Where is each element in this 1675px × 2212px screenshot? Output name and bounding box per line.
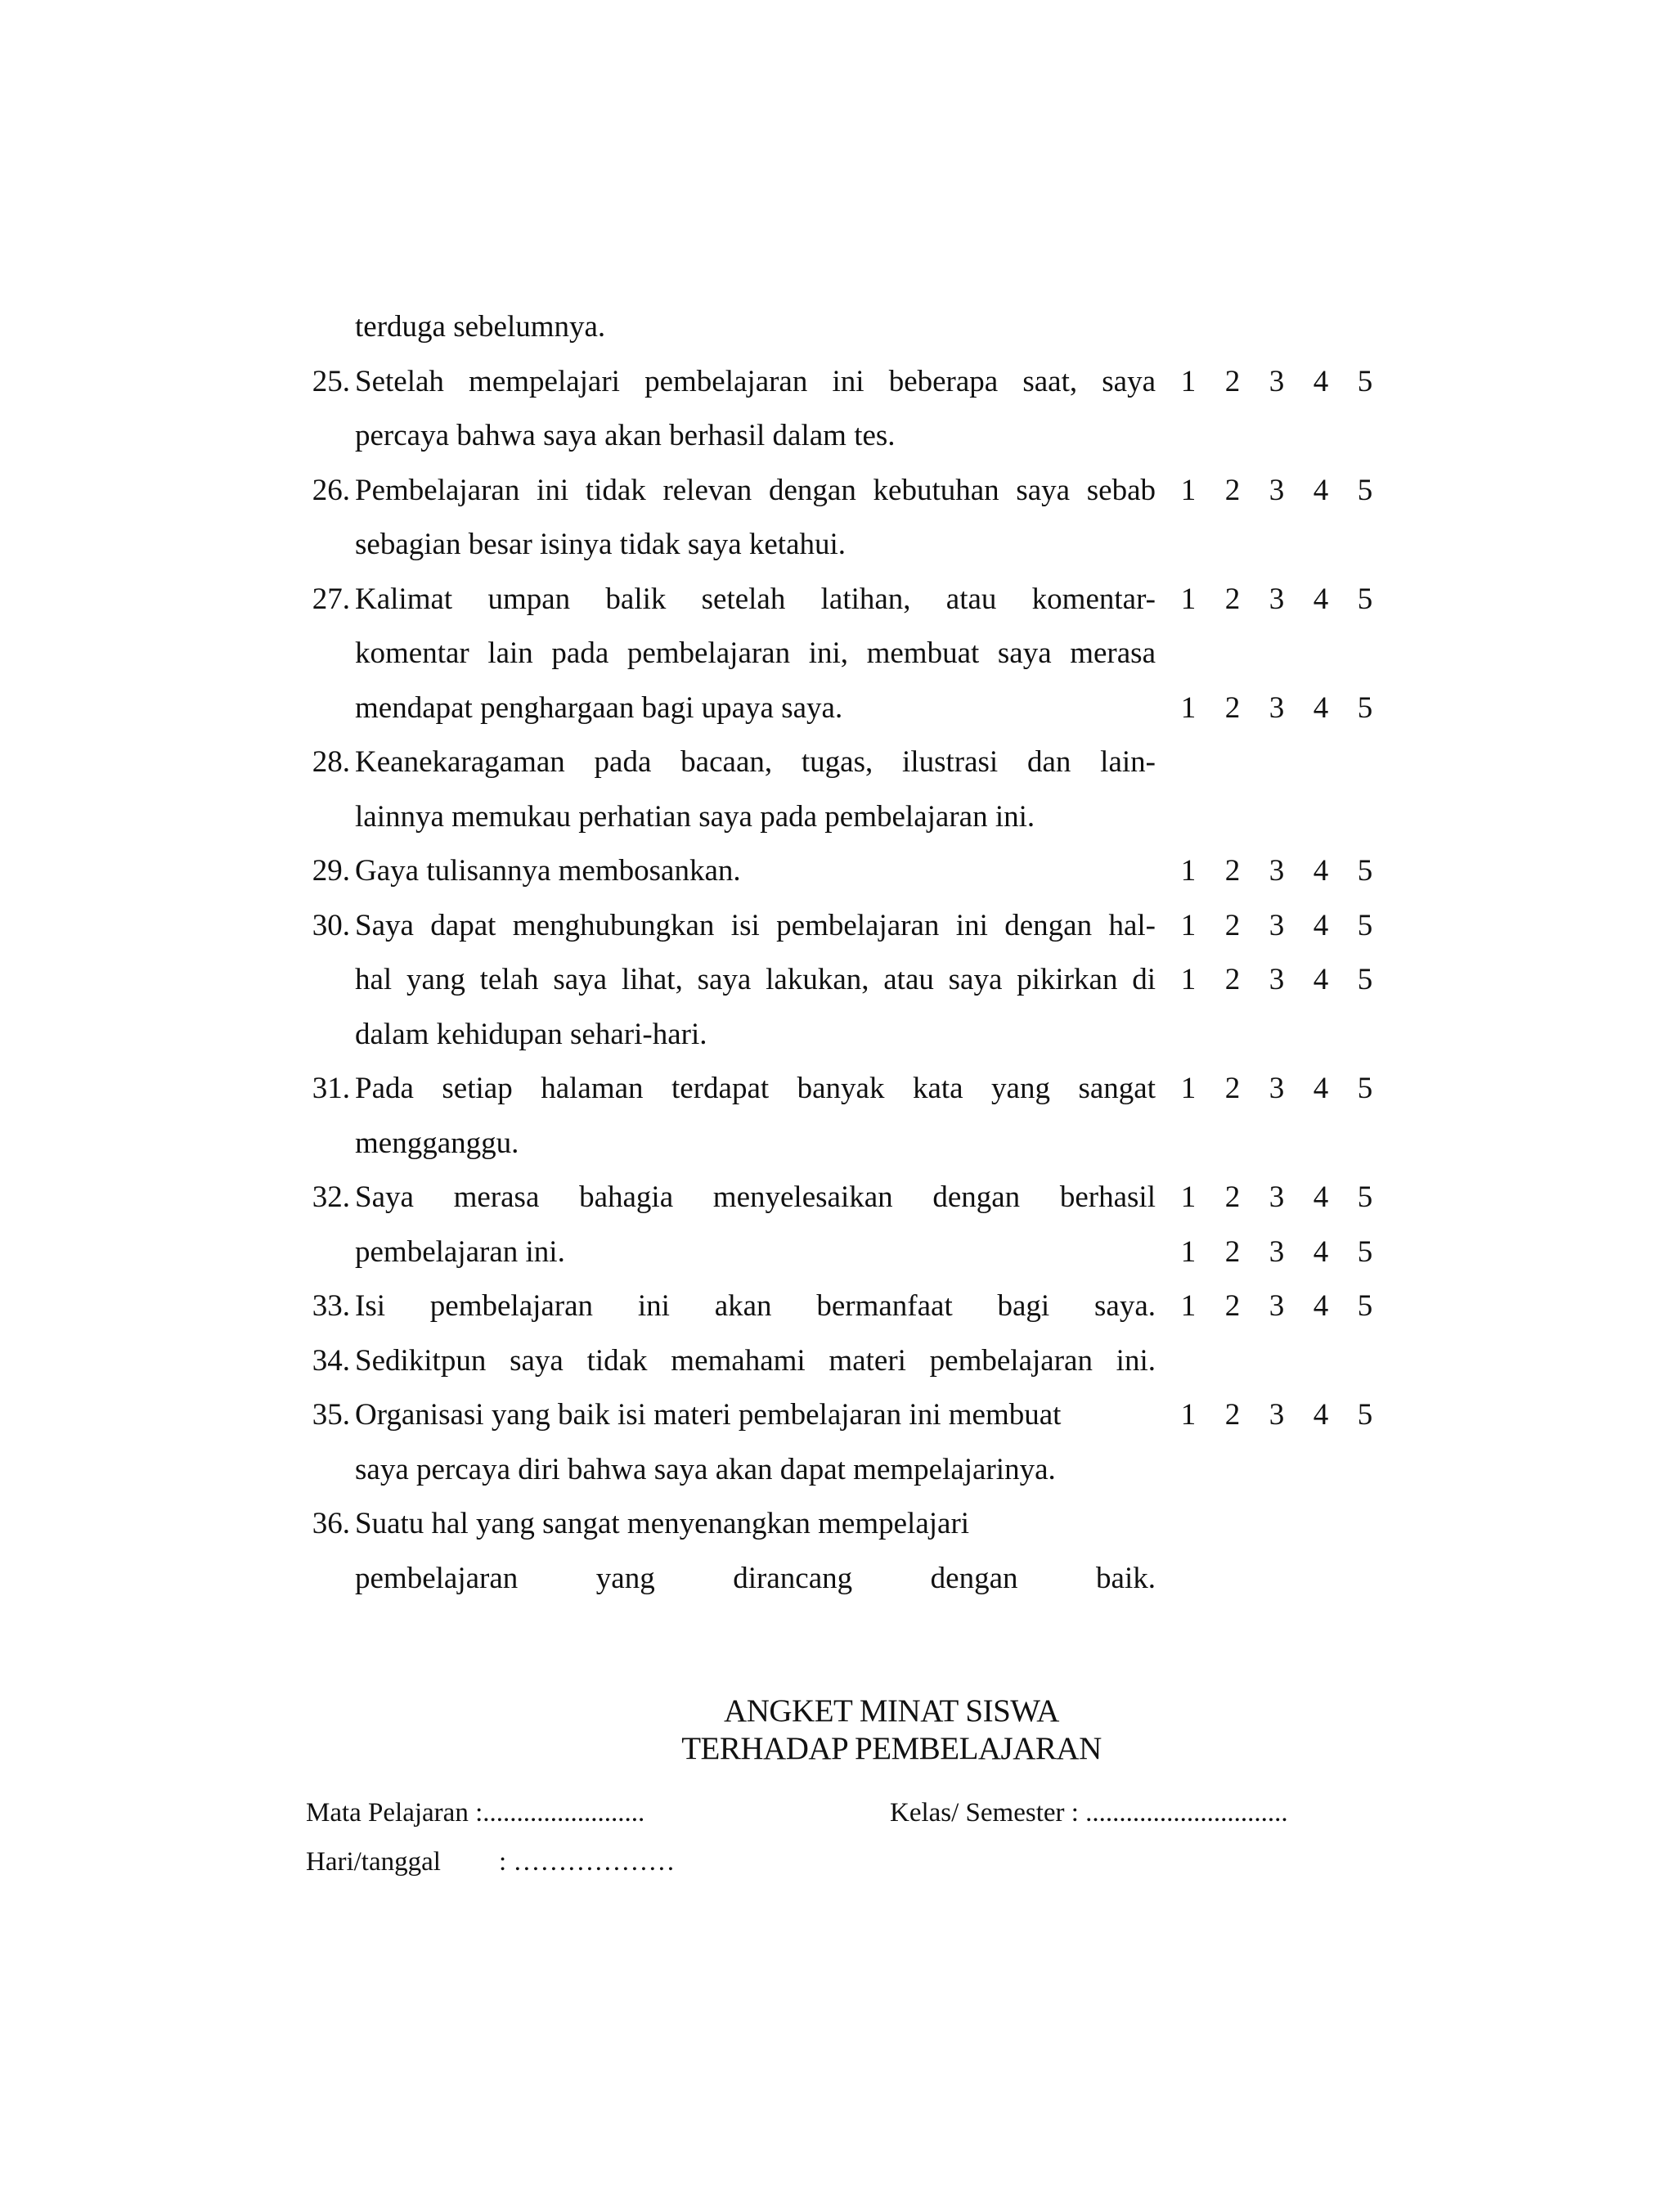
item-text: Kalimat umpan balik setelah latihan, atau komentar-: [355, 582, 1156, 616]
rating-option: 3: [1269, 963, 1285, 996]
item-text: dalam kehidupan sehari-hari.: [355, 1017, 707, 1051]
form-title-line-1: ANGKET MINAT SISWA: [724, 1693, 1059, 1729]
item-text: percaya bahwa saya akan berhasil dalam tes.: [355, 419, 896, 452]
item-text: Keanekaragaman pada bacaan, tugas, ilustrasi dan lain-: [355, 745, 1156, 779]
rating-option: 3: [1269, 1180, 1285, 1214]
rating-option: 1: [1180, 473, 1197, 507]
hari-tanggal-label: Hari/tanggal: [306, 1847, 441, 1877]
item-number: 35.: [312, 1398, 350, 1432]
item-number: 27.: [312, 582, 350, 616]
rating-scale: [1178, 1066, 1376, 1112]
rating-scale: [1178, 848, 1376, 894]
rating-option: 4: [1313, 1072, 1329, 1105]
item-number: 33.: [312, 1289, 350, 1323]
item-number: 31.: [312, 1072, 350, 1105]
rating-option: 5: [1357, 473, 1373, 507]
rating-option: 4: [1313, 473, 1329, 507]
rating-option: 1: [1180, 690, 1197, 725]
item-text: terduga sebelumnya.: [355, 310, 606, 344]
rating-option: 3: [1269, 1398, 1285, 1432]
rating-scale: [1178, 686, 1376, 731]
item-text: Sedikitpun saya tidak memahami materi pembelajaran ini.: [355, 1343, 1156, 1378]
item-text: saya percaya diri bahwa saya akan dapat mempelajarinya.: [355, 1452, 1056, 1486]
rating-option: 1: [1180, 1180, 1197, 1214]
rating-option: 2: [1224, 963, 1241, 996]
item-text: Isi pembelajaran ini akan bermanfaat bagi saya.: [355, 1289, 1156, 1323]
rating-scale: [1178, 1284, 1376, 1329]
item-number: 32.: [312, 1180, 350, 1214]
rating-option: 3: [1269, 364, 1285, 398]
rating-option: 1: [1180, 963, 1197, 996]
rating-option: 3: [1269, 908, 1285, 942]
item-text: Organisasi yang baik isi materi pembelajaran ini membuat: [355, 1398, 1062, 1432]
rating-option: 1: [1180, 364, 1197, 398]
rating-scale: [1178, 577, 1376, 623]
rating-option: 3: [1269, 582, 1285, 616]
item-text: lainnya memukau perhatian saya pada pembelajaran ini.: [355, 799, 1035, 834]
rating-option: 2: [1224, 1398, 1241, 1432]
rating-option: 5: [1357, 963, 1373, 996]
hari-tanggal-value: : ………………: [499, 1847, 676, 1877]
rating-option: 3: [1269, 1234, 1285, 1269]
item-number: 30.: [312, 908, 350, 942]
rating-option: 4: [1313, 1398, 1329, 1432]
rating-option: 1: [1180, 1289, 1197, 1323]
rating-option: 1: [1180, 1072, 1197, 1105]
rating-option: 2: [1224, 1289, 1241, 1323]
rating-option: 1: [1180, 1234, 1197, 1269]
rating-scale: [1178, 903, 1376, 949]
rating-option: 5: [1357, 908, 1373, 942]
rating-option: 2: [1224, 364, 1241, 398]
item-text: pembelajaran ini.: [355, 1234, 565, 1269]
item-text: sebagian besar isinya tidak saya ketahui.: [355, 528, 846, 561]
rating-scale: [1178, 1392, 1376, 1438]
rating-option: 4: [1313, 1180, 1329, 1214]
rating-option: 1: [1180, 908, 1197, 942]
rating-option: 2: [1224, 854, 1241, 888]
rating-scale: [1178, 957, 1376, 1003]
item-text: pembelajaran yang dirancang dengan baik.: [355, 1561, 1156, 1595]
rating-option: 4: [1313, 908, 1329, 942]
item-number: 36.: [312, 1507, 350, 1540]
item-text: Pada setiap halaman terdapat banyak kata yang sangat: [355, 1072, 1156, 1105]
rating-option: 4: [1313, 364, 1329, 398]
item-text: Saya dapat menghubungkan isi pembelajaran ini dengan hal-: [355, 908, 1156, 942]
rating-option: 3: [1269, 1072, 1285, 1105]
rating-option: 5: [1357, 364, 1373, 398]
rating-option: 2: [1224, 690, 1241, 725]
rating-option: 5: [1357, 1180, 1373, 1214]
rating-option: 1: [1180, 582, 1197, 616]
rating-option: 3: [1269, 690, 1285, 725]
rating-option: 4: [1313, 690, 1329, 725]
rating-option: 4: [1313, 1234, 1329, 1269]
rating-option: 4: [1313, 582, 1329, 616]
item-number: 29.: [312, 854, 350, 888]
rating-option: 5: [1357, 582, 1373, 616]
rating-option: 1: [1180, 1398, 1197, 1432]
rating-option: 2: [1224, 1234, 1241, 1269]
item-text: Setelah mempelajari pembelajaran ini beberapa saat, saya: [355, 364, 1156, 398]
item-text: Pembelajaran ini tidak relevan dengan kebutuhan saya sebab: [355, 473, 1156, 507]
item-number: 25.: [312, 364, 350, 398]
rating-option: 4: [1313, 963, 1329, 996]
rating-scale: [1178, 468, 1376, 514]
rating-scale: [1178, 1175, 1376, 1221]
rating-option: 5: [1357, 1398, 1373, 1432]
kelas-semester-field: Kelas/ Semester : ..............................: [890, 1798, 1288, 1828]
item-number: 26.: [312, 473, 350, 507]
rating-option: 5: [1357, 854, 1373, 888]
rating-option: 3: [1269, 854, 1285, 888]
rating-scale: [1178, 359, 1376, 405]
rating-option: 2: [1224, 1072, 1241, 1105]
rating-option: 2: [1224, 1180, 1241, 1214]
rating-option: 4: [1313, 854, 1329, 888]
item-text: mengganggu.: [355, 1126, 519, 1160]
rating-scale: [1178, 1230, 1376, 1275]
rating-option: 5: [1357, 1289, 1373, 1323]
item-text: mendapat penghargaan bagi upaya saya.: [355, 690, 843, 725]
rating-option: 5: [1357, 1234, 1373, 1269]
mata-pelajaran-field: Mata Pelajaran :........................: [306, 1798, 645, 1828]
rating-option: 5: [1357, 690, 1373, 725]
item-text: Suatu hal yang sangat menyenangkan mempelajari: [355, 1507, 970, 1540]
rating-option: 2: [1224, 908, 1241, 942]
rating-option: 4: [1313, 1289, 1329, 1323]
rating-option: 2: [1224, 473, 1241, 507]
rating-option: 3: [1269, 473, 1285, 507]
item-text: Gaya tulisannya membosankan.: [355, 854, 741, 888]
rating-option: 5: [1357, 1072, 1373, 1105]
rating-option: 3: [1269, 1289, 1285, 1323]
rating-option: 2: [1224, 582, 1241, 616]
rating-option: 1: [1180, 854, 1197, 888]
item-text: komentar lain pada pembelajaran ini, membuat saya merasa: [355, 636, 1156, 670]
item-number: 28.: [312, 745, 350, 779]
item-text: Saya merasa bahagia menyelesaikan dengan berhasil: [355, 1180, 1156, 1214]
item-number: 34.: [312, 1343, 350, 1378]
form-title-line-2: TERHADAP PEMBELAJARAN: [681, 1731, 1102, 1766]
item-text: hal yang telah saya lihat, saya lakukan, atau saya pikirkan di: [355, 963, 1156, 996]
